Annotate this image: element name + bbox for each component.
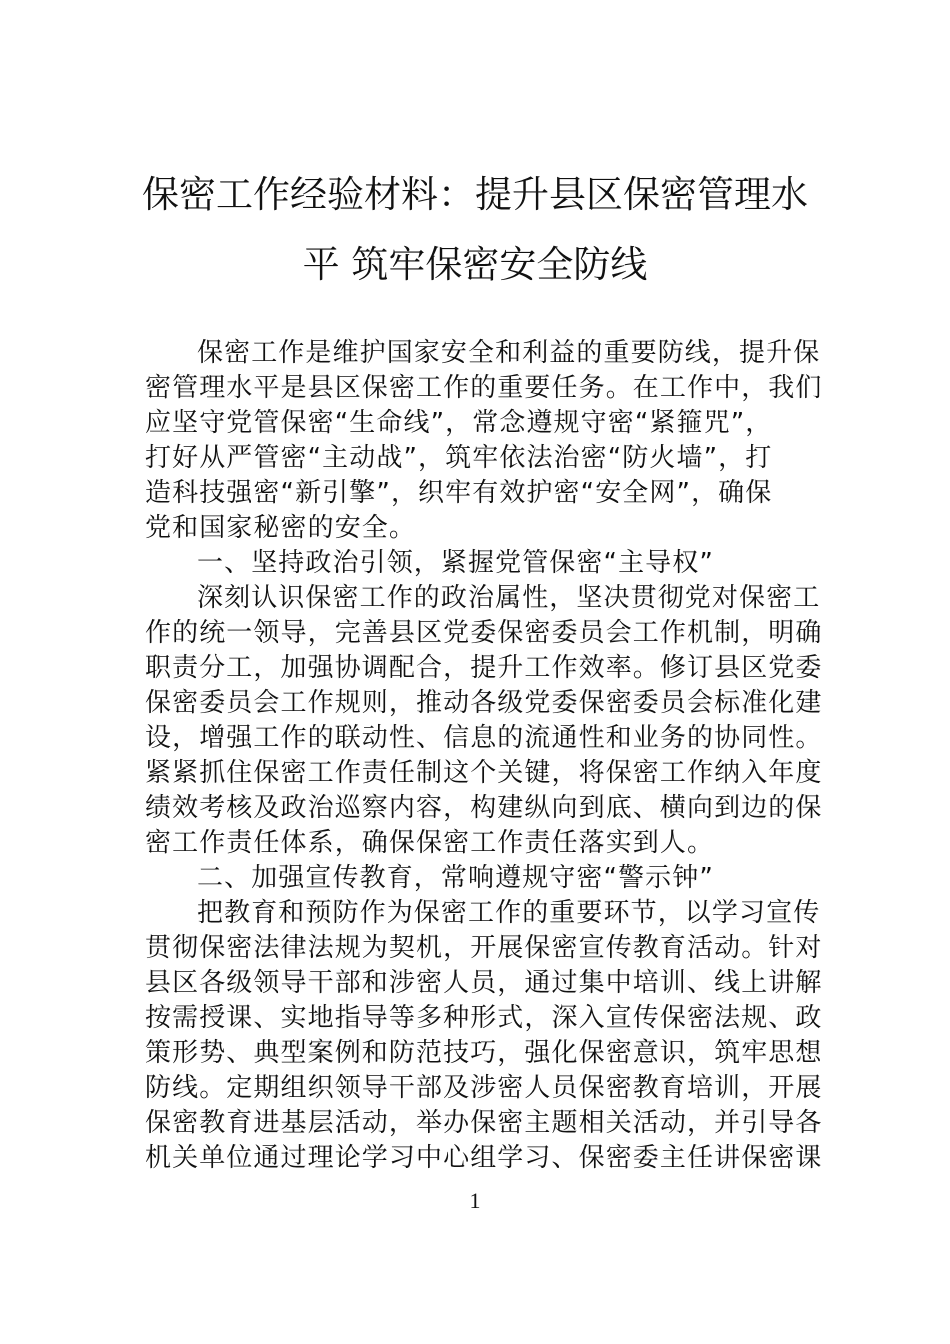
body-text-line: 把教育和预防作为保密工作的重要环节，以学习宣传 [197,898,821,928]
body-text-line: 应坚守党管保密“生命线”，常念遵规守密“紧箍咒”， [145,408,773,438]
body-text-line: 保密教育进基层活动，举办保密主题相关活动，并引导各 [145,1108,823,1138]
body-text-line: 保密工作是维护国家安全和利益的重要防线，提升保 [197,338,821,368]
body-text-line: 一、坚持政治引领，紧握党管保密“主导权” [197,548,714,578]
body-text-line: 绩效考核及政治巡察内容，构建纵向到底、横向到边的保 [145,793,823,823]
body-text-line: 职责分工，加强协调配合，提升工作效率。修订县区党委 [145,653,823,683]
body-text-line: 设，增强工作的联动性、信息的流通性和业务的协同性。 [145,723,823,753]
body-text-line: 作的统一领导，完善县区党委保密委员会工作机制，明确 [145,618,823,648]
body-text-line: 打好从严管密“主动战”，筑牢依法治密“防火墙”，打 [145,443,773,473]
body-text-line: 策形势、典型案例和防范技巧，强化保密意识，筑牢思想 [145,1038,823,1068]
document-title-line-2: 平 筑牢保密安全防线 [302,243,648,286]
body-text-line: 二、加强宣传教育，常响遵规守密“警示钟” [197,863,714,893]
body-text-line: 机关单位通过理论学习中心组学习、保密委主任讲保密课 [145,1143,823,1173]
body-text-line: 造科技强密“新引擎”，织牢有效护密“安全网”，确保 [145,478,773,508]
body-text-line: 县区各级领导干部和涉密人员，通过集中培训、线上讲解 [145,968,823,998]
document-title-line-1: 保密工作经验材料：提升县区保密管理水 [142,173,808,216]
body-text-line: 密管理水平是县区保密工作的重要任务。在工作中，我们 [145,373,823,403]
page-number: 1 [469,1188,481,1213]
body-text-line: 贯彻保密法律法规为契机，开展保密宣传教育活动。针对 [145,933,823,963]
document-body [145,336,823,1176]
body-text-line: 防线。定期组织领导干部及涉密人员保密教育培训，开展 [145,1073,823,1103]
body-text-line: 紧紧抓住保密工作责任制这个关键，将保密工作纳入年度 [145,758,823,788]
body-text-line: 深刻认识保密工作的政治属性，坚决贯彻党对保密工 [197,583,821,613]
body-text-line: 保密委员会工作规则，推动各级党委保密委员会标准化建 [145,688,823,718]
body-text-line: 密工作责任体系，确保保密工作责任落实到人。 [145,828,715,858]
body-text-line: 党和国家秘密的安全。 [145,513,417,543]
body-text-line: 按需授课、实地指导等多种形式，深入宣传保密法规、政 [145,1003,823,1033]
